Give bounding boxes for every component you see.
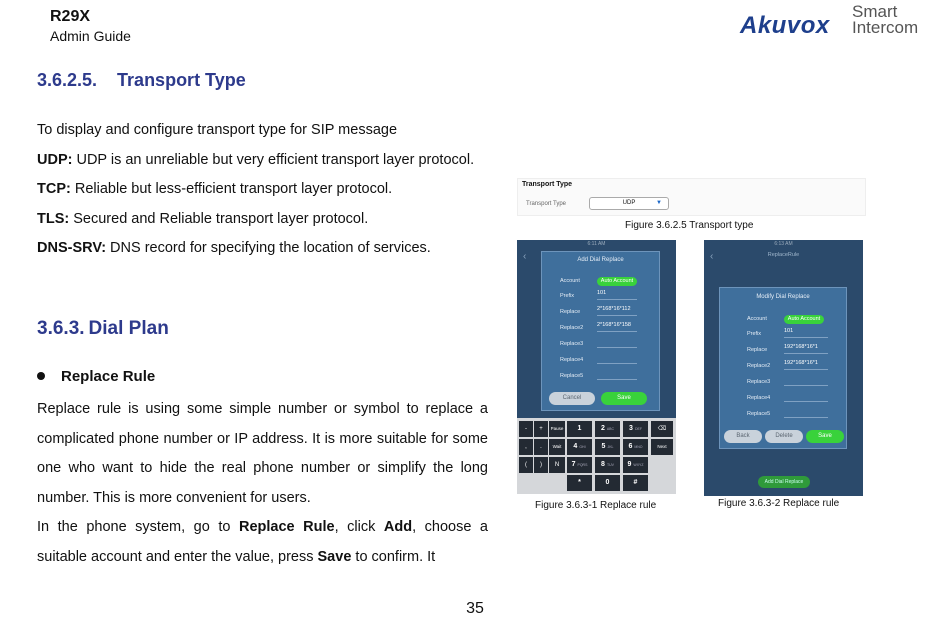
fig2-row-label: Replace5 <box>560 373 584 379</box>
fig3-caption: Figure 3.6.3-2 Replace rule <box>718 498 840 509</box>
fig3-time: 6:13 AM <box>774 241 793 247</box>
fig2-row-label: Account <box>560 278 580 284</box>
cancel-button[interactable]: Cancel <box>549 392 595 405</box>
fig3-row-value[interactable]: 101 <box>784 328 828 338</box>
key-2[interactable]: 2 ABC <box>595 421 620 437</box>
fig3-row-label: Replace2 <box>747 363 771 369</box>
section-heading-transport: 3.6.2.5. Transport Type <box>37 70 246 90</box>
bullet-dot-icon <box>37 372 45 380</box>
transport-dnssrv: DNS-SRV: DNS record for specifying the location of services. <box>37 240 431 256</box>
key-6[interactable]: 6 MNO <box>623 439 648 455</box>
backspace-key[interactable]: ⌫ <box>651 421 673 437</box>
transport-udp: UDP: UDP is an unreliable but very efficient transport layer protocol. <box>37 151 475 168</box>
key-lparen[interactable]: ( <box>519 457 533 473</box>
fig2-row-label: Replace <box>560 309 581 315</box>
key-plus[interactable]: + <box>534 421 548 437</box>
chevron-down-icon: ▼ <box>656 200 662 206</box>
bullet-replace-rule: Replace Rule <box>37 368 155 385</box>
save-button[interactable]: Save <box>806 430 844 443</box>
save-button[interactable]: Save <box>601 392 647 405</box>
transport-body <box>37 116 488 264</box>
page-number: 35 <box>466 600 484 617</box>
fig3-row-label: Account <box>747 316 767 322</box>
fig2-time: 6:11 AM <box>587 241 606 247</box>
fig2-row-value[interactable] <box>597 370 637 380</box>
section-heading-dialplan: 3.6.3. Dial Plan <box>37 318 169 339</box>
figure-add-dial-replace <box>517 240 676 494</box>
fig2-row-value[interactable]: 101 <box>597 290 637 300</box>
key-5[interactable]: 5 JKL <box>595 439 620 455</box>
key-n[interactable]: N <box>549 457 565 473</box>
fig1-caption: Figure 3.6.2.5 Transport type <box>625 220 754 231</box>
fig2-caption: Figure 3.6.3-1 Replace rule <box>535 500 657 511</box>
fig2-row-value[interactable]: 2*168*16*112 <box>597 306 637 316</box>
key-3[interactable]: 3 DEF <box>623 421 648 437</box>
fig3-dialog-title: Modify Dial Replace <box>756 294 810 300</box>
akuvox-logo <box>740 4 920 44</box>
fig2-row-label: Prefix <box>560 293 575 299</box>
fig3-row-value[interactable] <box>784 408 828 418</box>
key-wait[interactable]: Wait <box>549 439 565 455</box>
dialplan-para1: Replace rule is using some simple number or symbol to replace a complicated phone number or IP address. It is more suitable for some one who want to hide the real phone number or simplify the long number. This is more convenient for users. <box>37 401 488 506</box>
back-arrow-icon: ‹ <box>710 251 714 262</box>
key-0[interactable]: 0 <box>595 475 620 491</box>
fig3-row-value[interactable]: 192*168*16*1 <box>784 360 828 370</box>
key-blank <box>651 457 673 473</box>
fig2-row-label: Replace3 <box>560 341 584 347</box>
doc-subtitle: Admin Guide <box>50 28 131 44</box>
delete-button[interactable]: Delete <box>765 430 803 443</box>
key-9[interactable]: 9 WXYZ <box>623 457 648 473</box>
fig1-label: Transport Type <box>526 201 567 207</box>
key-1[interactable]: 1 <box>567 421 592 437</box>
fig3-row-label: Prefix <box>747 331 762 337</box>
fig2-row-value[interactable]: 2*168*16*158 <box>597 322 637 332</box>
fig3-row-label: Replace5 <box>747 411 771 417</box>
fig3-row-label: Replace4 <box>747 395 771 401</box>
figure-transport-type <box>517 178 866 216</box>
key-star[interactable]: * <box>567 475 592 491</box>
back-button[interactable]: Back <box>724 430 762 443</box>
next-key[interactable]: Next <box>651 439 673 455</box>
key-pause[interactable]: Pause <box>549 421 565 437</box>
key-8[interactable]: 8 TUV <box>595 457 620 473</box>
transport-tls: TLS: Secured and Reliable transport layer protocol. <box>37 210 369 227</box>
dial-keypad <box>517 418 676 494</box>
figure-modify-dial-replace <box>704 240 863 496</box>
doc-title: R29X <box>50 8 91 25</box>
fig1-heading: Transport Type <box>522 181 573 188</box>
fig3-screen-title: ReplaceRule <box>767 252 800 258</box>
fig3-row-label: Replace3 <box>747 379 771 385</box>
key-dot[interactable]: . <box>534 439 548 455</box>
fig2-row-label: Replace2 <box>560 325 584 331</box>
dialplan-body <box>37 395 488 572</box>
transport-tcp: TCP: Reliable but less-efficient transport layer protocol. <box>37 181 393 197</box>
fig3-row-value[interactable] <box>784 376 828 386</box>
add-dial-replace-button[interactable]: Add Dial Replace <box>758 476 810 488</box>
transport-type-select[interactable]: UDP ▼ <box>589 197 669 210</box>
fig2-dialog-title: Add Dial Replace <box>577 257 624 263</box>
key-rparen[interactable]: ) <box>534 457 548 473</box>
key-4[interactable]: 4 GHI <box>567 439 592 455</box>
key-comma[interactable]: , <box>519 439 533 455</box>
key-hash[interactable]: # <box>623 475 648 491</box>
transport-intro: To display and configure transport type for SIP message <box>37 122 398 138</box>
logo-brand: Akuvox <box>740 12 830 39</box>
key-minus[interactable]: - <box>519 421 533 437</box>
fig2-row-label: Replace4 <box>560 357 584 363</box>
logo-tagline: Smart Intercom <box>852 2 919 37</box>
back-arrow-icon: ‹ <box>523 251 527 262</box>
fig3-row-value[interactable] <box>784 392 828 402</box>
fig3-account-value[interactable]: Auto Account <box>784 315 824 324</box>
fig3-row-value[interactable]: 192*168*16*1 <box>784 344 828 354</box>
fig2-row-value[interactable] <box>597 338 637 348</box>
fig3-row-label: Replace <box>747 347 768 353</box>
fig2-account-value[interactable]: Auto Account <box>597 277 637 286</box>
fig2-row-value[interactable] <box>597 354 637 364</box>
fig3-dialog <box>719 287 847 449</box>
fig2-dialog <box>541 251 660 411</box>
dialplan-para2: In the phone system, go to Replace Rule, click Add, choose a suitable account and enter the value, press Save to confirm. It <box>37 519 488 565</box>
key-7[interactable]: 7 PQRS <box>567 457 592 473</box>
